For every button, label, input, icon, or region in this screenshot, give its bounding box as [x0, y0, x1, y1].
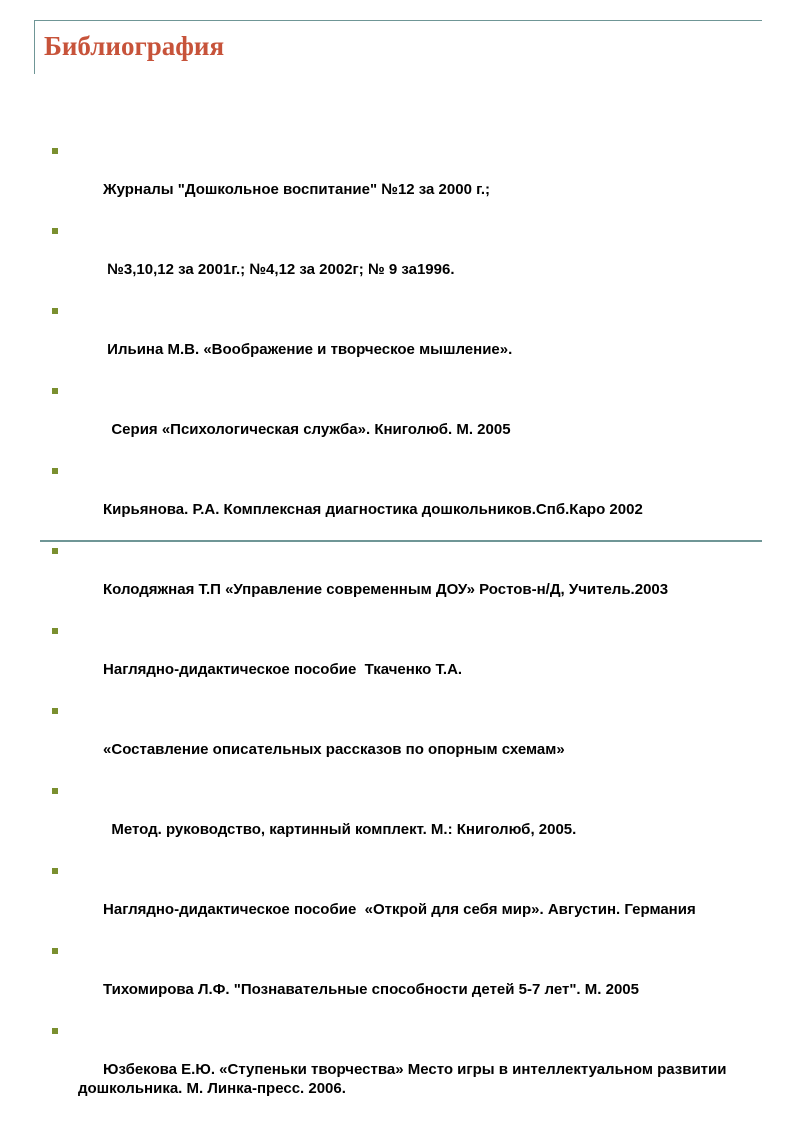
bibliography-item [52, 462, 767, 538]
bibliography-item-text: Наглядно-дидактическое пособие «Открой для себя мир». Августин. Германия [103, 901, 696, 918]
bibliography-item-text: Юзбекова Е.Ю. «Ступеньки творчества» Место игры в интеллектуальном развитии дошкольника. М. Линка-пресс. 2006. [78, 1061, 731, 1097]
bibliography-item [52, 782, 767, 858]
bibliography-item [52, 542, 767, 618]
square-bullet-icon [52, 868, 58, 874]
square-bullet-icon [52, 788, 58, 794]
square-bullet-icon [52, 228, 58, 234]
bibliography-item [52, 622, 767, 698]
bibliography-item-text: «Составление описательных рассказов по опорным схемам» [103, 741, 565, 758]
title-side-line [34, 20, 35, 74]
bibliography-item [52, 702, 767, 778]
square-bullet-icon [52, 548, 58, 554]
square-bullet-icon [52, 1028, 58, 1034]
square-bullet-icon [52, 468, 58, 474]
top-divider-line [34, 20, 762, 21]
square-bullet-icon [52, 948, 58, 954]
bibliography-item-text: Тихомирова Л.Ф. "Познавательные способности детей 5-7 лет". М. 2005 [103, 981, 639, 998]
bibliography-item [52, 222, 767, 298]
bibliography-item [52, 862, 767, 938]
bibliography-item [52, 382, 767, 458]
bibliography-item-text: Серия «Психологическая служба». Книголюб. М. 2005 [103, 421, 511, 438]
bibliography-item-text: Наглядно-дидактическое пособие Ткаченко Т.А. [103, 661, 463, 678]
bibliography-item [52, 1022, 767, 1117]
bibliography-item [52, 142, 767, 218]
slide-title: Библиография [44, 31, 225, 61]
bottom-divider-line [40, 540, 762, 542]
bibliography-item-text: №3,10,12 за 2001г.; №4,12 за 2002г; № 9 за1996. [103, 261, 455, 278]
bibliography-item-text: Журналы "Дошкольное воспитание" №12 за 2000 г.; [103, 181, 491, 198]
bibliography-list [52, 142, 767, 1121]
square-bullet-icon [52, 708, 58, 714]
square-bullet-icon [52, 148, 58, 154]
square-bullet-icon [52, 628, 58, 634]
bibliography-item-text: Колодяжная Т.П «Управление современным ДОУ» Ростов-н/Д, Учитель.2003 [103, 581, 669, 598]
bibliography-item-text: Метод. руководство, картинный комплект. М.: Книголюб, 2005. [103, 821, 577, 838]
bibliography-item-text: Кирьянова. Р.А. Комплексная диагностика дошкольников.Спб.Каро 2002 [103, 501, 643, 518]
bibliography-item-text: Ильина М.В. «Воображение и творческое мышление». [103, 341, 513, 358]
bibliography-item [52, 942, 767, 1018]
square-bullet-icon [52, 388, 58, 394]
bibliography-item [52, 302, 767, 378]
square-bullet-icon [52, 308, 58, 314]
